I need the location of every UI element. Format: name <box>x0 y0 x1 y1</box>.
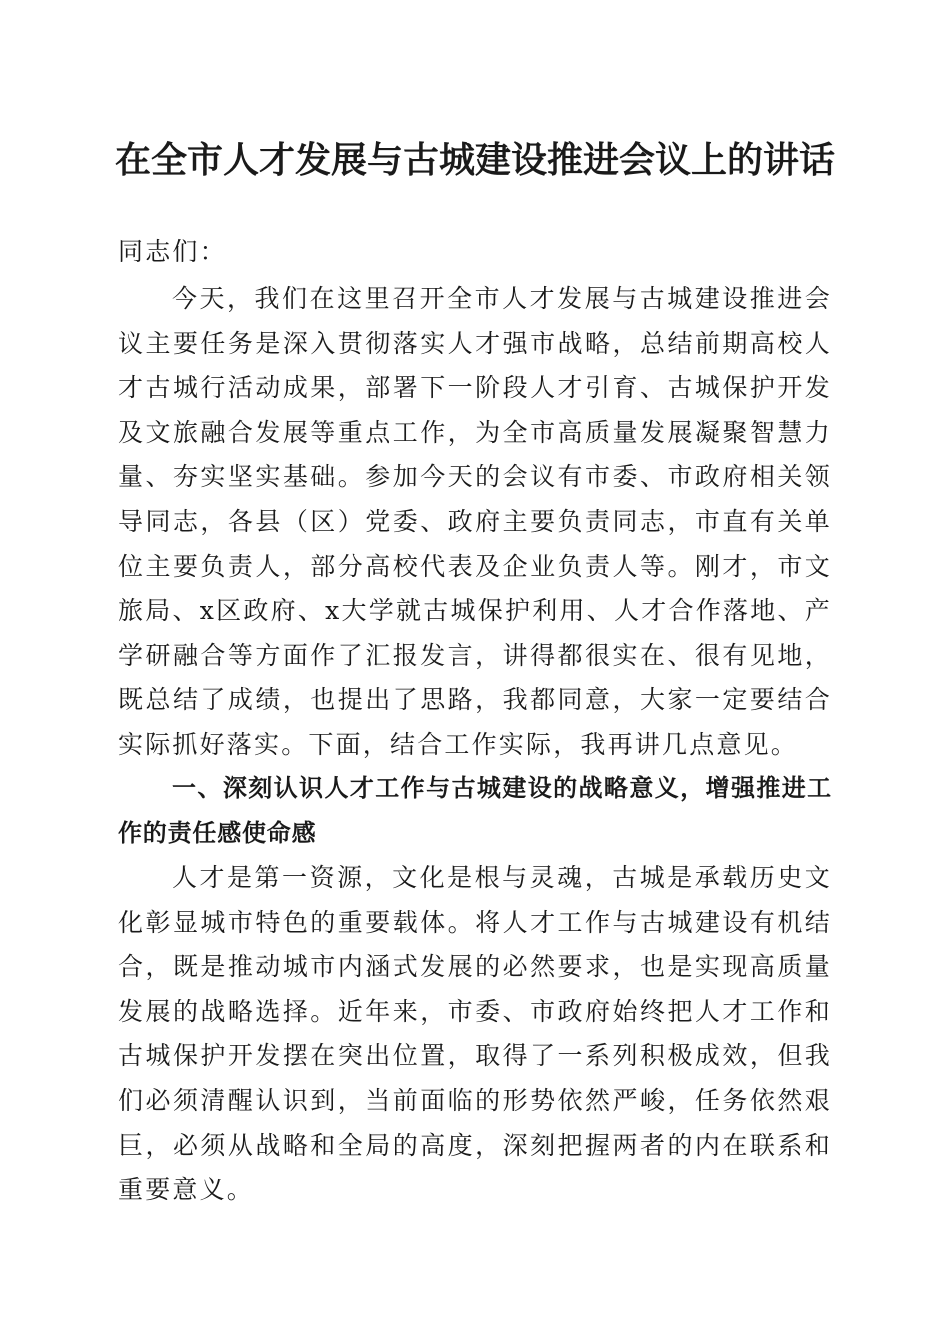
section-1-paragraph: 人才是第一资源，文化是根与灵魂，古城是承载历史文化彰显城市特色的重要载体。将人才工作与古城建设有机结合，既是推动城市内涵式发展的必然要求，也是实现高质量发展的战略选择。近年来，市委、市政府始终把人才工作和古城保护开发摆在突出位置，取得了一系列积极成效，但我们必须清醒认识到，当前面临的形势依然严峻，任务依然艰巨，必须从战略和全局的高度，深刻把握两者的内在联系和重要意义。 <box>118 863 832 1205</box>
intro-paragraph: 今天，我们在这里召开全市人才发展与古城建设推进会议主要任务是深入贯彻落实人才强市战略，总结前期高校人才古城行活动成果，部署下一阶段人才引育、古城保护开发及文旅融合发展等重点工作，为全市高质量发展凝聚智慧力量、夯实坚实基础。参加今天的会议有市委、市政府相关领导同志，各县（区）党委、政府主要负责同志，市直有关单位主要负责人，部分高校代表及企业负责人等。刚才，市文旅局、x区政府、x大学就古城保护利用、人才合作落地、产学研融合等方面作了汇报发言，讲得都很实在、很有见地，既总结了成绩，也提出了思路，我都同意，大家一定要结合实际抓好落实。下面，结合工作实际，我再讲几点意见。 <box>118 284 832 759</box>
section-heading-1: 一、深刻认识人才工作与古城建设的战略意义，增强推进工作的责任感使命感 <box>118 774 832 847</box>
document-title: 在全市人才发展与古城建设推进会议上的讲话 <box>114 139 835 181</box>
salutation: 同志们： <box>118 237 227 266</box>
